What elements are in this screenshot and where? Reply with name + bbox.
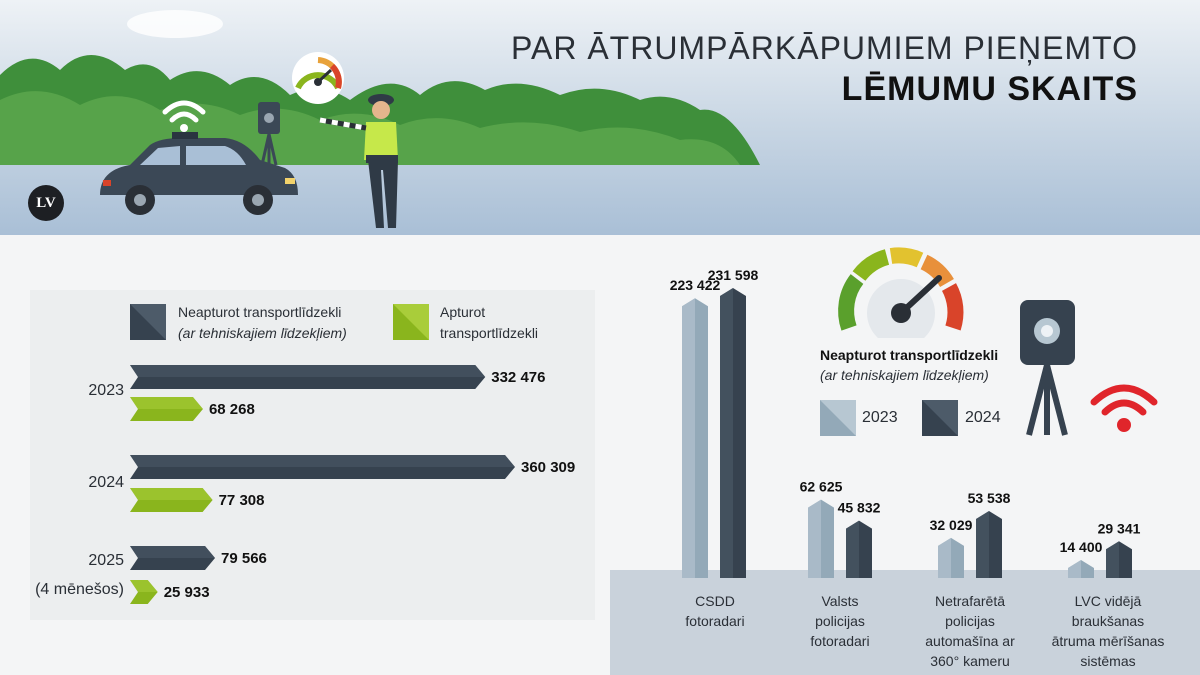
cat-netrafareta-line3: automašīna ar bbox=[925, 633, 1015, 649]
legend-green-line2: transportlīdzekli bbox=[440, 325, 539, 341]
right-legend-title: Neapturot transportlīdzekli bbox=[820, 347, 999, 363]
cat-valsts-line3: fotoradari bbox=[810, 633, 870, 649]
legend-label-2023: 2023 bbox=[862, 409, 898, 426]
column-value-label: 14 400 bbox=[1059, 538, 1103, 555]
column-highlight bbox=[938, 538, 951, 578]
column-highlight bbox=[846, 521, 859, 578]
category-label-2024: 2024 bbox=[88, 474, 124, 491]
title-line-2: LĒMUMU SKAITS bbox=[841, 70, 1138, 108]
category-label-netrafareta bbox=[910, 591, 1030, 671]
column-value-label: 231 598 bbox=[707, 267, 759, 283]
category-label-2023: 2023 bbox=[88, 382, 124, 399]
cat-lvc-line3: ātruma mērīšanas bbox=[1051, 633, 1165, 649]
column-highlight bbox=[808, 500, 821, 578]
column-highlight bbox=[1068, 560, 1081, 578]
category-label-valsts bbox=[785, 591, 895, 651]
legend-swatch-2024 bbox=[922, 400, 958, 436]
column-highlight bbox=[976, 511, 989, 578]
legend-dark-line2: (ar tehniskajiem līdzekļiem) bbox=[178, 325, 347, 341]
column-value-label: 29 341 bbox=[1097, 520, 1141, 537]
column-value-label: 32 029 bbox=[929, 516, 973, 533]
legend-label-2024: 2024 bbox=[965, 409, 1001, 426]
bar-value-label: 79 566 bbox=[221, 550, 267, 567]
column-highlight bbox=[1106, 541, 1119, 578]
category-label-2025: 2025 bbox=[88, 552, 124, 569]
bar-value-label: 25 933 bbox=[163, 584, 210, 601]
cat-csdd-line1: CSDD bbox=[695, 593, 735, 609]
lv-logo: LV bbox=[28, 185, 64, 221]
column-value-label: 53 538 bbox=[967, 489, 1011, 506]
cat-valsts-line1: Valsts bbox=[821, 593, 859, 609]
legend-swatch-2023 bbox=[820, 400, 856, 436]
cat-lvc-line4: sistēmas bbox=[1080, 653, 1136, 669]
speedometer-large-icon bbox=[835, 243, 965, 338]
column-value-label: 223 422 bbox=[669, 277, 721, 294]
column-value-label: 62 625 bbox=[799, 478, 843, 495]
speed-camera-large-icon bbox=[1015, 295, 1080, 440]
cat-valsts-line2: policijas bbox=[815, 613, 865, 629]
wifi-red-icon bbox=[1088, 380, 1160, 435]
cat-csdd-line2: fotoradari bbox=[685, 613, 745, 629]
legend-green-line1: Apturot bbox=[440, 304, 486, 320]
bar-value-label: 68 268 bbox=[208, 401, 255, 418]
bar-value-label: 332 476 bbox=[491, 369, 546, 386]
category-note-2025: (4 mēnešos) bbox=[35, 581, 124, 598]
legend-dark-line1: Neapturot transportlīdzekli bbox=[178, 304, 342, 320]
column-highlight bbox=[720, 288, 733, 578]
category-label-lvc bbox=[1038, 591, 1178, 671]
column-highlight bbox=[682, 298, 695, 578]
cat-netrafareta-line2: policijas bbox=[945, 613, 995, 629]
bar-value-label: 360 309 bbox=[521, 459, 576, 476]
bar-value-label: 77 308 bbox=[218, 492, 265, 509]
category-label-csdd bbox=[660, 591, 770, 631]
cat-netrafareta-line1: Netrafarētā bbox=[934, 593, 1006, 609]
column-value-label: 45 832 bbox=[837, 499, 881, 516]
cat-lvc-line1: LVC vidējā bbox=[1074, 593, 1142, 609]
cat-netrafareta-line4: 360° kameru bbox=[930, 653, 1010, 669]
title-line-1: PAR ĀTRUMPĀRKĀPUMIEM PIEŅEMTO bbox=[511, 30, 1138, 66]
right-legend-subtitle: (ar tehniskajiem līdzekļiem) bbox=[820, 367, 989, 383]
cat-lvc-line2: braukšanas bbox=[1071, 613, 1145, 629]
